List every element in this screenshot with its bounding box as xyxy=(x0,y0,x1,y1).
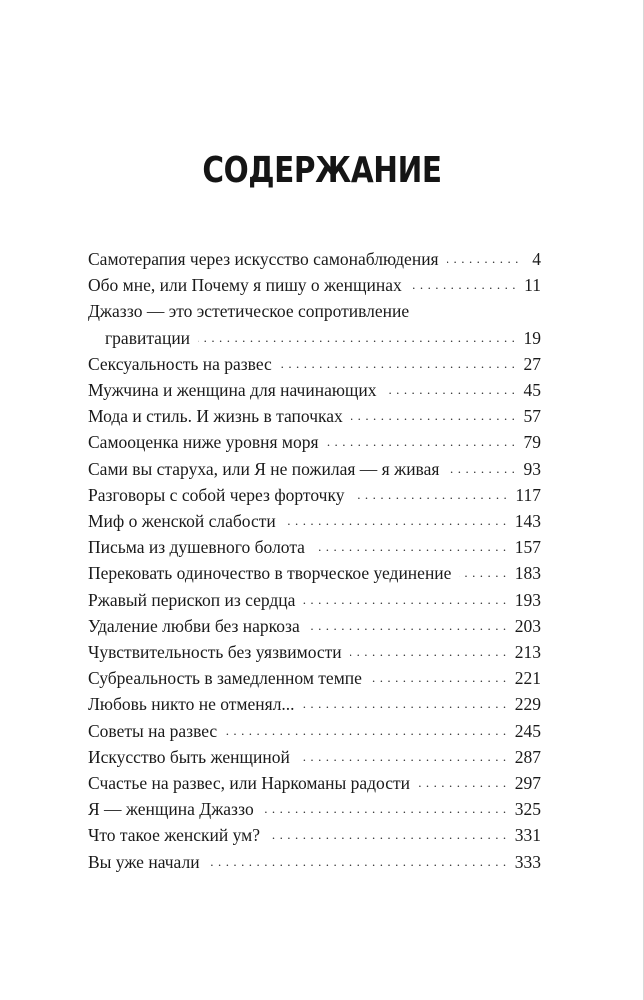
toc-entry-title: Самооценка ниже уровня моря xyxy=(88,432,319,453)
toc-entry-title: Чувствительность без уязвимости xyxy=(88,642,342,663)
dot-leader xyxy=(303,698,507,712)
toc-entry xyxy=(88,665,541,691)
page-title: СОДЕРЖАНИЕ xyxy=(202,150,442,191)
dot-leader xyxy=(308,619,507,633)
dot-leader xyxy=(459,567,506,581)
dot-leader xyxy=(410,278,516,292)
toc-entry xyxy=(88,456,541,482)
toc-entry-title: Перековать одиночество в творческое уединение xyxy=(88,563,452,584)
toc-entry-title: Сексуальность на развес xyxy=(88,353,272,374)
dot-leader xyxy=(298,750,507,764)
toc-entry-page: 325 xyxy=(514,799,541,820)
dot-leader xyxy=(385,383,516,397)
toc-entry xyxy=(88,272,541,298)
toc-entry-page: 143 xyxy=(514,511,541,532)
toc-entry-page: 193 xyxy=(514,589,541,610)
toc-entry-title: Самотерапия через искусство самонаблюдения xyxy=(88,249,439,269)
dot-leader xyxy=(225,724,507,738)
toc-entry xyxy=(88,429,541,455)
toc-entry-title: Удаление любви без наркоза xyxy=(88,615,300,636)
toc-entry-page: 117 xyxy=(515,484,541,505)
toc-entry xyxy=(88,770,541,796)
dot-leader xyxy=(350,645,507,659)
toc-entry xyxy=(88,639,541,665)
dot-leader xyxy=(418,776,507,790)
dot-leader xyxy=(352,488,507,502)
toc-entry-title-line2: гравитации xyxy=(105,327,191,348)
dot-leader xyxy=(280,357,516,371)
toc-entry xyxy=(88,298,541,350)
toc-entry-page: 19 xyxy=(523,327,541,348)
toc-entry-title: Джаззо — это эстетическое сопротивление xyxy=(88,301,410,322)
toc-entry-title: Мужчина и женщина для начинающих xyxy=(88,380,377,401)
dot-leader xyxy=(208,855,507,869)
toc-entry xyxy=(88,482,541,508)
dot-leader xyxy=(313,540,507,554)
toc-entry-title: Разговоры с собой через форточку xyxy=(88,484,345,505)
toc-entry xyxy=(88,796,541,822)
toc-entry xyxy=(88,718,541,744)
toc-entry xyxy=(88,534,541,560)
toc-entry-title: Ржавый перископ из сердца xyxy=(88,589,296,610)
toc-entry-title: Счастье на развес, или Наркоманы радости xyxy=(88,773,410,794)
toc-entry xyxy=(88,403,541,429)
toc-entry-page: 93 xyxy=(523,458,541,479)
dot-leader xyxy=(303,593,506,607)
dot-leader xyxy=(268,829,507,843)
toc-entry-title: Обо мне, или Почему я пишу о женщинах xyxy=(88,275,402,296)
toc-entry-title: Искусство быть женщиной xyxy=(88,746,290,767)
toc-entry-page: 157 xyxy=(514,537,541,558)
toc-entry-page: 27 xyxy=(523,353,541,374)
dot-leader xyxy=(447,252,519,266)
toc-entry-page: 331 xyxy=(514,825,541,846)
toc-entry-title: Что такое женский ум? xyxy=(88,825,260,846)
toc-entry-page: 221 xyxy=(514,668,541,689)
dot-leader xyxy=(370,671,507,685)
toc-entry xyxy=(88,246,541,272)
toc-entry xyxy=(88,613,541,639)
toc-entry-continuation xyxy=(88,325,541,351)
dot-leader xyxy=(284,514,507,528)
toc-entry-page: 79 xyxy=(523,432,541,453)
dot-leader xyxy=(351,409,516,423)
toc-entry-page: 203 xyxy=(514,615,541,636)
toc-entry-title: Субреальность в замедленном темпе xyxy=(88,668,362,689)
dot-leader xyxy=(447,462,515,476)
toc-entry-title: Миф о женской слабости xyxy=(88,511,276,532)
toc-entry xyxy=(88,822,541,848)
dot-leader xyxy=(327,436,516,450)
toc-entry-page: 11 xyxy=(524,275,541,296)
toc-entry-title: Любовь никто не отменял... xyxy=(88,694,295,715)
toc-entry-page: 45 xyxy=(523,380,541,401)
dot-leader xyxy=(198,331,515,345)
toc-entry-title: Советы на развес xyxy=(88,720,218,741)
toc-entry xyxy=(88,560,541,586)
toc-entry xyxy=(88,351,541,377)
toc-entry-title: Вы уже начали xyxy=(88,851,200,872)
toc-entry-page: 297 xyxy=(514,773,541,794)
toc-entry-page: 287 xyxy=(514,746,541,767)
toc-entry-title: Мода и стиль. И жизнь в тапочках xyxy=(88,406,343,427)
dot-leader xyxy=(262,802,507,816)
toc-entry-page: 229 xyxy=(514,694,541,715)
toc-entry-title: Письма из душевного болота xyxy=(88,537,305,558)
toc-entry-page: 333 xyxy=(514,851,541,872)
toc-entry xyxy=(88,508,541,534)
toc-entry-title: Сами вы старуха, или Я не пожилая — я живая xyxy=(88,458,440,479)
toc-entry-page: 4 xyxy=(532,249,541,269)
table-of-contents xyxy=(88,246,541,875)
toc-entry xyxy=(88,691,541,717)
toc-entry-page: 213 xyxy=(514,642,541,663)
toc-entry xyxy=(88,744,541,770)
toc-entry-page: 245 xyxy=(514,720,541,741)
toc-entry-page: 57 xyxy=(523,406,541,427)
toc-entry xyxy=(88,849,541,875)
toc-entry-page: 183 xyxy=(514,563,541,584)
toc-entry xyxy=(88,587,541,613)
toc-entry xyxy=(88,377,541,403)
toc-entry-title: Я — женщина Джаззо xyxy=(88,799,254,820)
